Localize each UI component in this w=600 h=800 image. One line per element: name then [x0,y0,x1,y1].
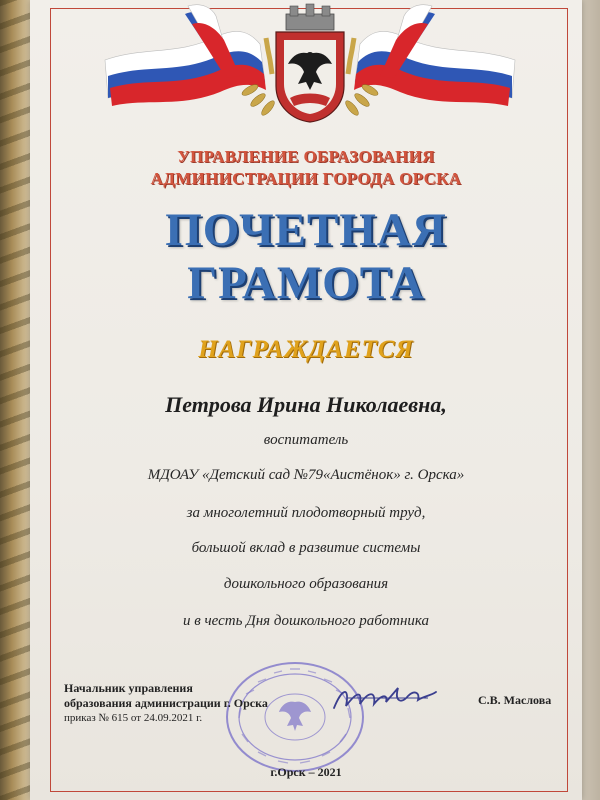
title-line-2: ГРАМОТА [187,257,425,309]
reason-line-3: дошкольного образования [223,576,389,592]
city-year: г.Орск – 2021 [270,765,342,779]
recipient-name: Петрова Ирина Николаевна, [165,392,447,417]
signatory-block [64,681,268,726]
coat-of-arms-with-flags-icon [100,2,520,126]
reason-line-4: и в честь Дня дошкольного работника [182,613,430,629]
signatory-title-line-2: образования администрации г. Орска [64,696,268,710]
russian-flag-right-icon [354,5,515,106]
recipient-position: воспитатель [263,432,349,448]
certificate-paper [30,0,582,800]
handwritten-signature-icon [328,678,440,718]
signatory-title-line-1: Начальник управления [64,681,193,695]
signatory-name: С.В. Маслова [478,693,552,707]
order-number: приказ № 615 от 24.09.2021 г. [64,712,203,724]
institution-name: МДОАУ «Детский сад №79«Аистёнок» г. Орска» [147,467,465,483]
russian-flag-left-icon [105,5,266,106]
reason-line-2: большой вклад в развитие системы [191,540,421,556]
orsk-coat-of-arms-icon [266,4,354,122]
reason-line-1: за многолетний плодотворный труд, [186,505,426,521]
background-edge-left [0,0,34,800]
organization-line-1: УПРАВЛЕНИЕ ОБРАЗОВАНИЯ [177,147,435,166]
awarded-heading: НАГРАЖДАЕТСЯ [198,336,414,363]
title-line-1: ПОЧЕТНАЯ [165,204,447,256]
organization-line-2: АДМИНИСТРАЦИИ ГОРОДА ОРСКА [150,169,462,188]
